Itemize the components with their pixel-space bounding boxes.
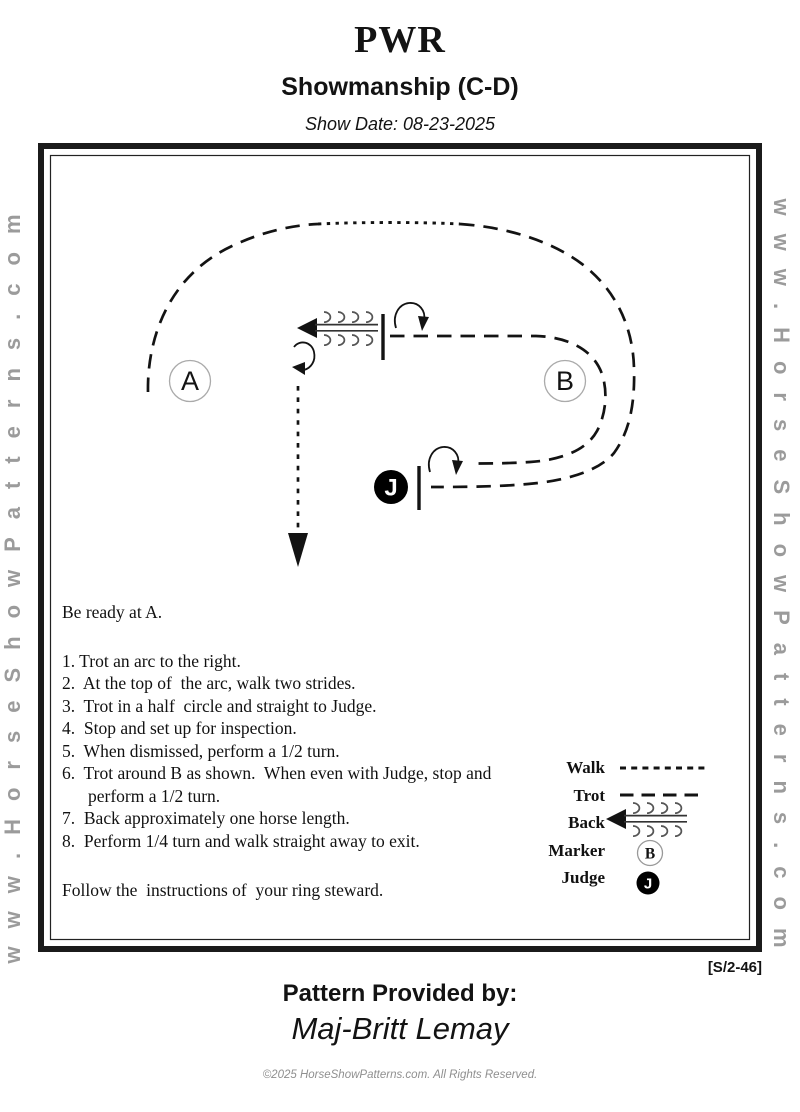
instruction-item: 8. Perform 1/4 turn and walk straight away to exit. [62, 830, 420, 851]
legend-label-walk: Walk [566, 758, 605, 777]
instruction-item: 2. At the top of the arc, walk two strides. [62, 673, 356, 693]
marker-a [170, 361, 211, 402]
instruction-item: 5. When dismissed, perform a 1/2 turn. [62, 740, 340, 761]
instructions-outro: Follow the instructions of your ring steward. [62, 880, 384, 900]
legend-label-judge: Judge [561, 868, 605, 887]
watermark-right: www.HorseShowPatterns.com [769, 198, 794, 966]
judge-marker-label: J [384, 474, 398, 502]
legend-label-back: Back [568, 813, 605, 832]
half-turn-icon-judge [429, 447, 463, 475]
legend-back-icon [606, 803, 687, 836]
instruction-item: 4. Stop and set up for inspection. [62, 718, 297, 738]
watermark-left: www.HorseShowPatterns.com [0, 196, 25, 964]
half-turn-icon-center [395, 303, 429, 331]
instructions-intro: Be ready at A. [62, 602, 163, 622]
exit-arrow-icon [288, 533, 308, 567]
show-date: Show Date: 08-23-2025 [304, 114, 496, 134]
marker-a-label: A [180, 366, 200, 396]
trot-arc-left-path [148, 224, 318, 392]
class-subtitle: Showmanship (C-D) [281, 73, 519, 101]
walk-segment-path [318, 223, 460, 225]
provided-by-label: Pattern Provided by: [282, 980, 518, 1007]
instruction-item: 7. Back approximately one horse length. [62, 808, 350, 828]
copyright-notice: ©2025 HorseShowPatterns.com. All Rights Reserved. [262, 1069, 538, 1081]
marker-b [545, 361, 586, 402]
legend-judge-icon [637, 872, 660, 895]
trot-right-path [431, 224, 634, 487]
legend-marker-icon [638, 841, 663, 866]
pattern-code: [S/2-46] [707, 959, 762, 976]
legend-label-marker: Marker [548, 840, 605, 860]
legend-judge-letter: J [643, 875, 653, 893]
back-icon [297, 312, 378, 345]
page-title: PWR [354, 19, 446, 61]
instructions-block [62, 601, 530, 902]
instruction-item: 6. Trot around B as shown. When even with Judge, stop and perform a 1/2 turn. [62, 763, 496, 806]
quarter-turn-icon [292, 342, 314, 375]
legend-label-trot: Trot [573, 785, 605, 805]
judge-marker [374, 470, 408, 504]
provided-by-name: Maj-Britt Lemay [291, 1011, 509, 1046]
instruction-item: 1. Trot an arc to the right. [62, 650, 241, 671]
marker-b-label: B [555, 366, 575, 396]
legend-marker-letter: B [644, 845, 656, 863]
instruction-item: 3. Trot in a half circle and straight to Judge. [62, 695, 377, 716]
legend [485, 754, 605, 892]
